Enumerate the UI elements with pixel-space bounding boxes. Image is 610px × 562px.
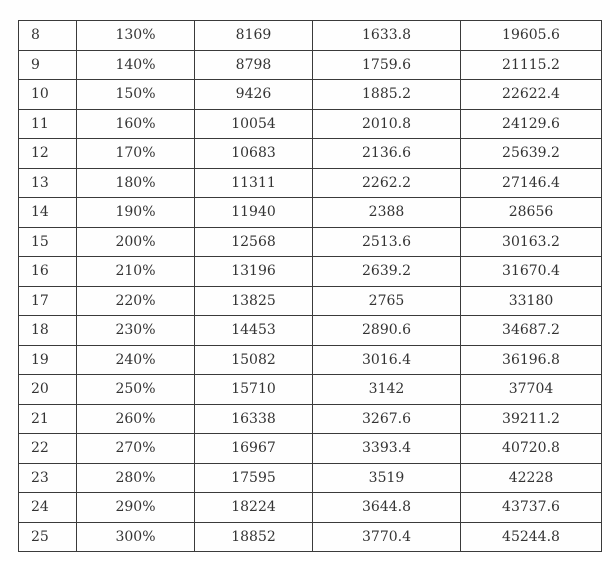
percent-cell: 250%	[77, 375, 195, 405]
percent-cell: 230%	[77, 316, 195, 346]
value-cell: 3142	[313, 375, 461, 405]
percent-cell: 140%	[77, 50, 195, 80]
percent-cell: 240%	[77, 345, 195, 375]
value-cell: 13196	[195, 257, 313, 287]
total-cell: 37704	[461, 375, 602, 405]
table-row	[19, 109, 602, 139]
value-cell: 2262.2	[313, 168, 461, 198]
table-row	[19, 493, 602, 523]
row-number-cell: 25	[19, 522, 77, 552]
row-number-cell: 11	[19, 109, 77, 139]
table-row	[19, 198, 602, 228]
row-number-cell: 15	[19, 227, 77, 257]
value-cell: 18852	[195, 522, 313, 552]
total-cell: 22622.4	[461, 80, 602, 110]
value-cell: 3393.4	[313, 434, 461, 464]
row-number-cell: 21	[19, 404, 77, 434]
table-row	[19, 463, 602, 493]
value-cell: 15710	[195, 375, 313, 405]
value-cell: 8798	[195, 50, 313, 80]
total-cell: 42228	[461, 463, 602, 493]
table-row	[19, 50, 602, 80]
percent-cell: 220%	[77, 286, 195, 316]
table-row	[19, 227, 602, 257]
row-number-cell: 17	[19, 286, 77, 316]
row-number-cell: 10	[19, 80, 77, 110]
total-cell: 36196.8	[461, 345, 602, 375]
value-cell: 2890.6	[313, 316, 461, 346]
total-cell: 33180	[461, 286, 602, 316]
total-cell: 31670.4	[461, 257, 602, 287]
value-cell: 3016.4	[313, 345, 461, 375]
table-row	[19, 522, 602, 552]
table-row	[19, 168, 602, 198]
value-cell: 17595	[195, 463, 313, 493]
value-cell: 2513.6	[313, 227, 461, 257]
value-cell: 11311	[195, 168, 313, 198]
value-cell: 3644.8	[313, 493, 461, 523]
value-cell: 18224	[195, 493, 313, 523]
value-cell: 15082	[195, 345, 313, 375]
value-cell: 12568	[195, 227, 313, 257]
total-cell: 30163.2	[461, 227, 602, 257]
value-cell: 1759.6	[313, 50, 461, 80]
value-cell: 9426	[195, 80, 313, 110]
table-row	[19, 345, 602, 375]
value-cell: 16338	[195, 404, 313, 434]
percent-cell: 280%	[77, 463, 195, 493]
table-row	[19, 434, 602, 464]
cut-off-footnote	[55, 550, 255, 562]
value-cell: 8169	[195, 21, 313, 51]
value-cell: 11940	[195, 198, 313, 228]
percent-cell: 260%	[77, 404, 195, 434]
percent-cell: 130%	[77, 21, 195, 51]
value-cell: 13825	[195, 286, 313, 316]
table-row	[19, 316, 602, 346]
row-number-cell: 22	[19, 434, 77, 464]
value-cell: 1633.8	[313, 21, 461, 51]
table-row	[19, 257, 602, 287]
total-cell: 28656	[461, 198, 602, 228]
percent-cell: 180%	[77, 168, 195, 198]
total-cell: 24129.6	[461, 109, 602, 139]
value-cell: 2388	[313, 198, 461, 228]
table-row	[19, 404, 602, 434]
percent-cell: 150%	[77, 80, 195, 110]
total-cell: 27146.4	[461, 168, 602, 198]
value-cell: 2639.2	[313, 257, 461, 287]
row-number-cell: 13	[19, 168, 77, 198]
percent-cell: 210%	[77, 257, 195, 287]
total-cell: 43737.6	[461, 493, 602, 523]
percent-cell: 190%	[77, 198, 195, 228]
value-cell: 3267.6	[313, 404, 461, 434]
percent-cell: 160%	[77, 109, 195, 139]
percent-cell: 290%	[77, 493, 195, 523]
percent-cell: 300%	[77, 522, 195, 552]
row-number-cell: 8	[19, 21, 77, 51]
total-cell: 34687.2	[461, 316, 602, 346]
value-cell: 10054	[195, 109, 313, 139]
row-number-cell: 19	[19, 345, 77, 375]
row-number-cell: 9	[19, 50, 77, 80]
row-number-cell: 20	[19, 375, 77, 405]
value-cell: 2765	[313, 286, 461, 316]
total-cell: 21115.2	[461, 50, 602, 80]
row-number-cell: 24	[19, 493, 77, 523]
value-cell: 14453	[195, 316, 313, 346]
total-cell: 40720.8	[461, 434, 602, 464]
row-number-cell: 12	[19, 139, 77, 169]
value-cell: 10683	[195, 139, 313, 169]
percent-cell: 200%	[77, 227, 195, 257]
row-number-cell: 23	[19, 463, 77, 493]
table-row	[19, 139, 602, 169]
row-number-cell: 18	[19, 316, 77, 346]
total-cell: 19605.6	[461, 21, 602, 51]
value-cell: 16967	[195, 434, 313, 464]
percent-cell: 170%	[77, 139, 195, 169]
table-row	[19, 21, 602, 51]
data-table	[18, 20, 602, 552]
row-number-cell: 16	[19, 257, 77, 287]
table-body	[19, 21, 602, 552]
value-cell: 1885.2	[313, 80, 461, 110]
table-row	[19, 286, 602, 316]
value-cell: 3519	[313, 463, 461, 493]
total-cell: 25639.2	[461, 139, 602, 169]
total-cell: 45244.8	[461, 522, 602, 552]
value-cell: 2010.8	[313, 109, 461, 139]
row-number-cell: 14	[19, 198, 77, 228]
table-row	[19, 375, 602, 405]
value-cell: 2136.6	[313, 139, 461, 169]
percent-cell: 270%	[77, 434, 195, 464]
table-row	[19, 80, 602, 110]
value-cell: 3770.4	[313, 522, 461, 552]
total-cell: 39211.2	[461, 404, 602, 434]
